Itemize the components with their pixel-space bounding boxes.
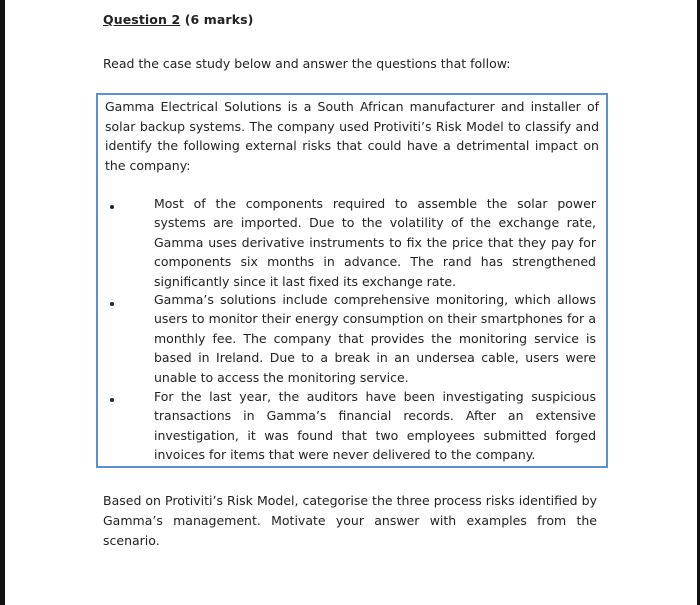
case-bullet-exchange-rate: Most of the components required to assemble the solar power systems are imported. Due to the volatility of the exchange rate, Gamma uses derivative instruments to fix the price that they pay for components six months in advance. The rand has strengthened significantly since it last fixed its exchange rate. bbox=[154, 196, 596, 289]
case-bullet-monitoring: Gamma’s solutions include comprehensive monitoring, which allows users to monitor their energy consumption on their smartphones for a monthly fee. The company that provides the monitoring service is based in Ireland. Due to a break in an undersea cable, users were unable to access the monitoring service. bbox=[154, 292, 596, 385]
question-text: Based on Protiviti’s Risk Model, categorise the three process risks identified by Gamma’s management. Motivate your answer with examples from the scenario. bbox=[103, 493, 597, 548]
left-edge-border bbox=[0, 0, 5, 605]
question-marks: (6 marks) bbox=[180, 12, 254, 27]
question-heading bbox=[103, 12, 253, 27]
bullet-point bbox=[110, 398, 114, 402]
bullet-point bbox=[110, 302, 114, 306]
case-study-box bbox=[96, 93, 608, 468]
case-bullet-fraud: For the last year, the auditors have been investigating suspicious transactions in Gamma’s financial records. After an extensive investigation, it was found that two employees submitted forged invoices for items that were never delivered to the company. bbox=[154, 389, 596, 463]
bullet-point bbox=[110, 205, 114, 209]
instructions-text: Read the case study below and answer the questions that follow: bbox=[103, 56, 511, 71]
question-number: Question 2 bbox=[103, 12, 181, 27]
case-study-paragraph: Gamma Electrical Solutions is a South African manufacturer and installer of solar backup systems. The company used Protiviti’s Risk Model to classify and identify the following external risks that could have a detrimental impact on the company: bbox=[105, 99, 599, 173]
